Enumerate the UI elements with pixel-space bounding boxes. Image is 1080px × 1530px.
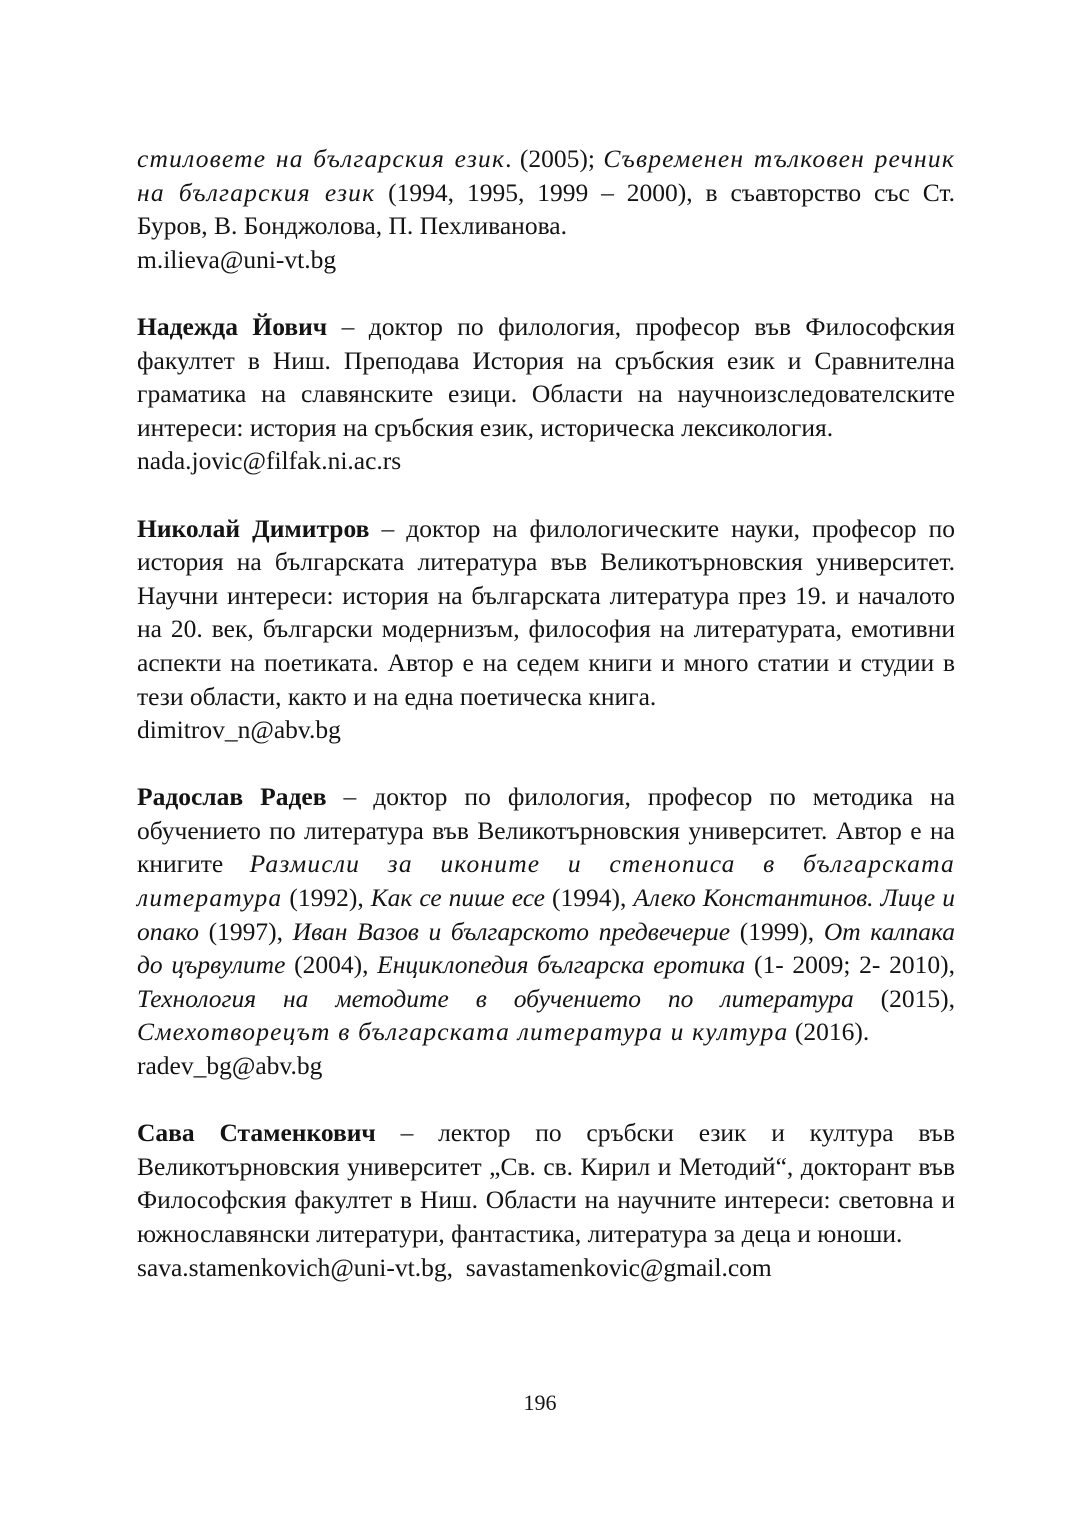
book-title: Технология на методите в обучението по литература [137, 983, 854, 1013]
email: dimitrov_n@abv.bg [137, 715, 341, 745]
book-title: Алеко Константинов. Лице и опако [137, 883, 956, 946]
book-title: стиловете на българския език [137, 144, 506, 173]
bio-entry-radev [137, 780, 955, 1082]
bio-entry-jovic [137, 310, 955, 478]
book-title: Как се пише есе [370, 883, 545, 913]
book-title: От калпака до цървулите [137, 916, 956, 980]
bio-entry-ilieva [137, 142, 955, 276]
author-name: Радослав Радев [137, 782, 327, 812]
author-name: Надежда Йович [137, 311, 328, 341]
page-body [137, 142, 955, 1284]
email: radev_bg@abv.bg [137, 1051, 323, 1081]
bio-text: стиловете на българския език. (2005); Съвременен тълковен речник на българския език (1994, 1995, 1999 – 2000), в съавторство със Ст. Буров, В. Бонджолова, П. Пехливанова. [137, 144, 956, 241]
bio-text: Радослав Радев – доктор по филология, професор по методика на обучението по литература във Великотърновския университет. Автор е на книгите Размисли за иконите и стенописа в българската литература (1992), Как се пише есе (1994), Алеко Константинов. Лице и опако (1997), Иван Вазов и българското предвечерие (1999), От калпака до цървулите (2004), Енциклопедия българска еротика (1- 2009; 2- 2010), Технология на методите в обучението по литература (2015), Смехотворецът в българската литература и култура (2016). [137, 782, 956, 1047]
author-name: Сава Стаменкович [137, 1118, 376, 1148]
book-title: Съвременен тълковен речник на българския език [137, 144, 955, 207]
bio-entry-dimitrov [137, 512, 955, 747]
author-name: Николай Димитров [137, 513, 370, 543]
bio-text: Надежда Йович – доктор по филология, професор във Философския факултет в Ниш. Преподава История на сръбския език и Сравнителна граматика на славянските езици. Области на научноизследователските интереси: история на сръбския език, историческа лексикология. [137, 311, 955, 442]
bio-entry-stamenkovich [137, 1116, 955, 1284]
email: nada.jovic@filfak.ni.ac.rs [137, 446, 402, 476]
book-title: Иван Вазов и българското предвечерие [292, 916, 731, 946]
email: m.ilieva@uni-vt.bg [137, 244, 337, 274]
bio-text: Николай Димитров – доктор на филологическите науки, професор по история на българската литература във Великотърновския университет. Научни интереси: история на българската литература през 19. и началото на 20. век, български модернизъм, философия на литературата, емотивни аспекти на поетиката. Автор е на седем книги и много статии и студии в тези области, както и на една поетическа книга. [137, 513, 956, 711]
bio-text: Сава Стаменкович – лектор по сръбски език и култура във Великотърновския университет „Св. св. Кирил и Методий“, докторант във Философския факултет в Ниш. Области на научните интереси: световна и южнославянски литератури, фантастика, литература за деца и юноши. [137, 1118, 955, 1248]
email: sava.stamenkovich@uni-vt.bg, savastamenkovic@gmail.com [137, 1252, 772, 1282]
book-title: Размисли за иконите и стенописа в българската литература [137, 849, 955, 913]
book-title: Енциклопедия българска еротика [377, 950, 746, 980]
book-title: Смехотворецът в българската литература и култура [137, 1017, 789, 1047]
page-number: 196 [523, 1390, 557, 1415]
